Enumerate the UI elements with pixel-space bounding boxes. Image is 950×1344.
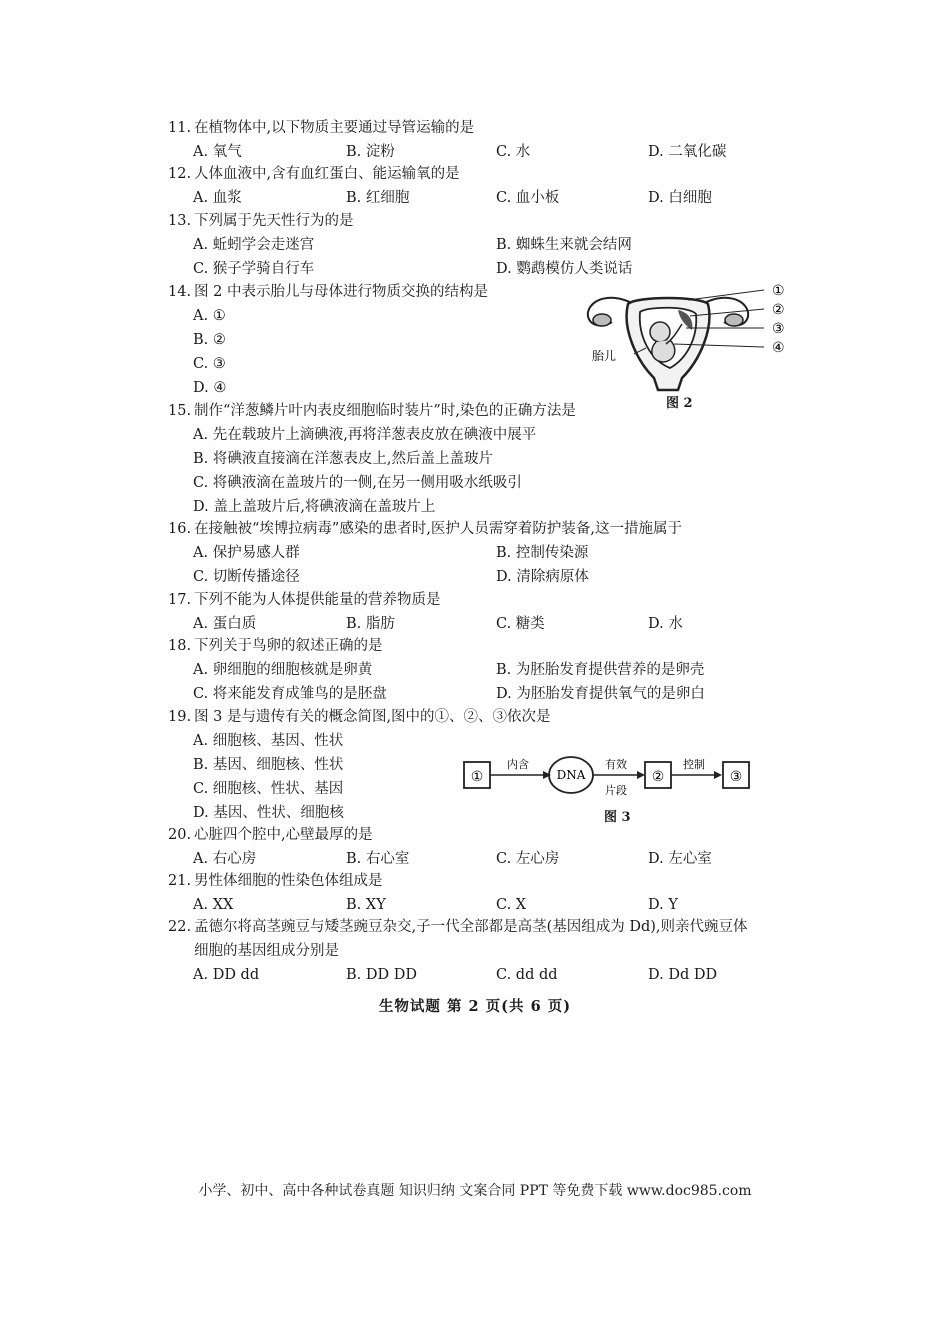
figure-3-box-1-label: ① [470, 769, 484, 785]
download-site-banner: 小学、初中、高中各种试卷真题 知识归纳 文案合同 PPT 等免费下载 www.doc985.com [198, 1183, 752, 1199]
figure-2-marker-4: ④ [772, 340, 785, 356]
option: A. 保护易感人群 [193, 545, 300, 561]
option: A. 细胞核、基因、性状 [193, 733, 344, 749]
option: C. 糖类 [496, 616, 545, 632]
option: B. XY [346, 897, 386, 913]
figure-3-arrow-3-label: 控制 [683, 758, 705, 771]
page-footer-title: 生物试题 第 2 页(共 6 页) [378, 998, 572, 1015]
option: B. 红细胞 [346, 190, 410, 206]
option: B. DD DD [346, 967, 417, 983]
option: B. 控制传染源 [496, 545, 589, 561]
question-16: 16. 在接触被“埃博拉病毒”感染的患者时,医护人员需穿着防护装备,这一措施属于 [168, 521, 683, 537]
option: B. 右心室 [346, 851, 410, 867]
question-20: 20. 心脏四个腔中,心壁最厚的是 [168, 827, 373, 843]
question-21: 21. 男性体细胞的性染色体组成是 [168, 873, 383, 889]
question-18: 18. 下列关于鸟卵的叙述正确的是 [168, 638, 383, 654]
option: B. ② [193, 332, 226, 348]
question-13: 13. 下列属于先天性行为的是 [168, 213, 354, 229]
figure-3-arrow-1-label: 内含 [507, 758, 529, 771]
figure-3-arrow-2-bottom: 片段 [605, 784, 627, 797]
option: D. 基因、性状、细胞核 [193, 805, 344, 821]
question-11: 11. 在植物体中,以下物质主要通过导管运输的是 [168, 120, 475, 136]
question-14: 14. 图 2 中表示胎儿与母体进行物质交换的结构是 [168, 284, 488, 300]
option: A. 血浆 [193, 190, 242, 206]
option: D. Y [648, 897, 678, 913]
option: A. 蛋白质 [193, 616, 257, 632]
option: C. 猴子学骑自行车 [193, 261, 315, 277]
option: B. 基因、细胞核、性状 [193, 757, 344, 773]
figure-3-box-2-label: ② [651, 769, 665, 785]
figure-2-marker-1: ① [772, 283, 785, 299]
option: B. 为胚胎发育提供营养的是卵壳 [496, 662, 705, 678]
option: C. dd dd [496, 967, 558, 983]
option: B. 淀粉 [346, 144, 395, 160]
option: C. 血小板 [496, 190, 560, 206]
option: D. 盖上盖玻片后,将碘液滴在盖玻片上 [193, 499, 436, 515]
option: D. 清除病原体 [496, 569, 589, 585]
figure-2-fetus-label: 胎儿 [592, 349, 617, 363]
figure-2-marker-2: ② [772, 302, 785, 318]
figure-3-caption: 图 3 [604, 810, 631, 825]
figure-3-box-3-label: ③ [729, 769, 743, 785]
option: D. ④ [193, 380, 227, 396]
option: D. 鹦鹉模仿人类说话 [496, 261, 633, 277]
option: C. 水 [496, 144, 531, 160]
option: D. 左心室 [648, 851, 712, 867]
question-19: 19. 图 3 是与遗传有关的概念简图,图中的①、②、③依次是 [168, 709, 551, 725]
question-15: 15. 制作“洋葱鳞片叶内表皮细胞临时装片”时,染色的正确方法是 [168, 403, 576, 419]
figure-2-caption: 图 2 [666, 396, 693, 411]
figure-2-uterus-diagram [578, 278, 790, 396]
option: D. 水 [648, 616, 683, 632]
option: D. 白细胞 [648, 190, 712, 206]
option: A. 先在载玻片上滴碘液,再将洋葱表皮放在碘液中展平 [193, 427, 537, 443]
option: C. 左心房 [496, 851, 560, 867]
option: B. 将碘液直接滴在洋葱表皮上,然后盖上盖玻片 [193, 451, 493, 467]
option: A. DD dd [193, 967, 260, 983]
option: B. 蜘蛛生来就会结网 [496, 237, 632, 253]
question-22-continued: 细胞的基因组成分别是 [194, 943, 339, 959]
option: C. X [496, 897, 527, 913]
option: A. XX [193, 897, 234, 913]
question-22: 22. 孟德尔将高茎豌豆与矮茎豌豆杂交,子一代全部都是高茎(基因组成为 Dd),则亲代豌豆体 [168, 919, 748, 935]
option: D. Dd DD [648, 967, 718, 983]
option: A. 右心房 [193, 851, 257, 867]
option: D. 二氧化碳 [648, 144, 727, 160]
option: C. 细胞核、性状、基因 [193, 781, 344, 797]
option: C. 将来能发育成雏鸟的是胚盘 [193, 686, 387, 702]
option: A. 蚯蚓学会走迷宫 [193, 237, 315, 253]
question-12: 12. 人体血液中,含有血红蛋白、能运输氧的是 [168, 166, 460, 182]
figure-3-dna-label: DNA [556, 768, 586, 782]
figure-3-concept-diagram [460, 752, 760, 802]
option: D. 为胚胎发育提供氧气的是卵白 [496, 686, 705, 702]
question-17: 17. 下列不能为人体提供能量的营养物质是 [168, 592, 441, 608]
option: C. ③ [193, 356, 226, 372]
option: B. 脂肪 [346, 616, 395, 632]
option: A. 氧气 [193, 144, 242, 160]
option: A. ① [193, 308, 226, 324]
option: C. 将碘液滴在盖玻片的一侧,在另一侧用吸水纸吸引 [193, 475, 522, 491]
figure-2-marker-3: ③ [772, 321, 785, 337]
option: A. 卵细胞的细胞核就是卵黄 [193, 662, 373, 678]
option: C. 切断传播途径 [193, 569, 300, 585]
figure-3-arrow-2-top: 有效 [605, 758, 627, 771]
